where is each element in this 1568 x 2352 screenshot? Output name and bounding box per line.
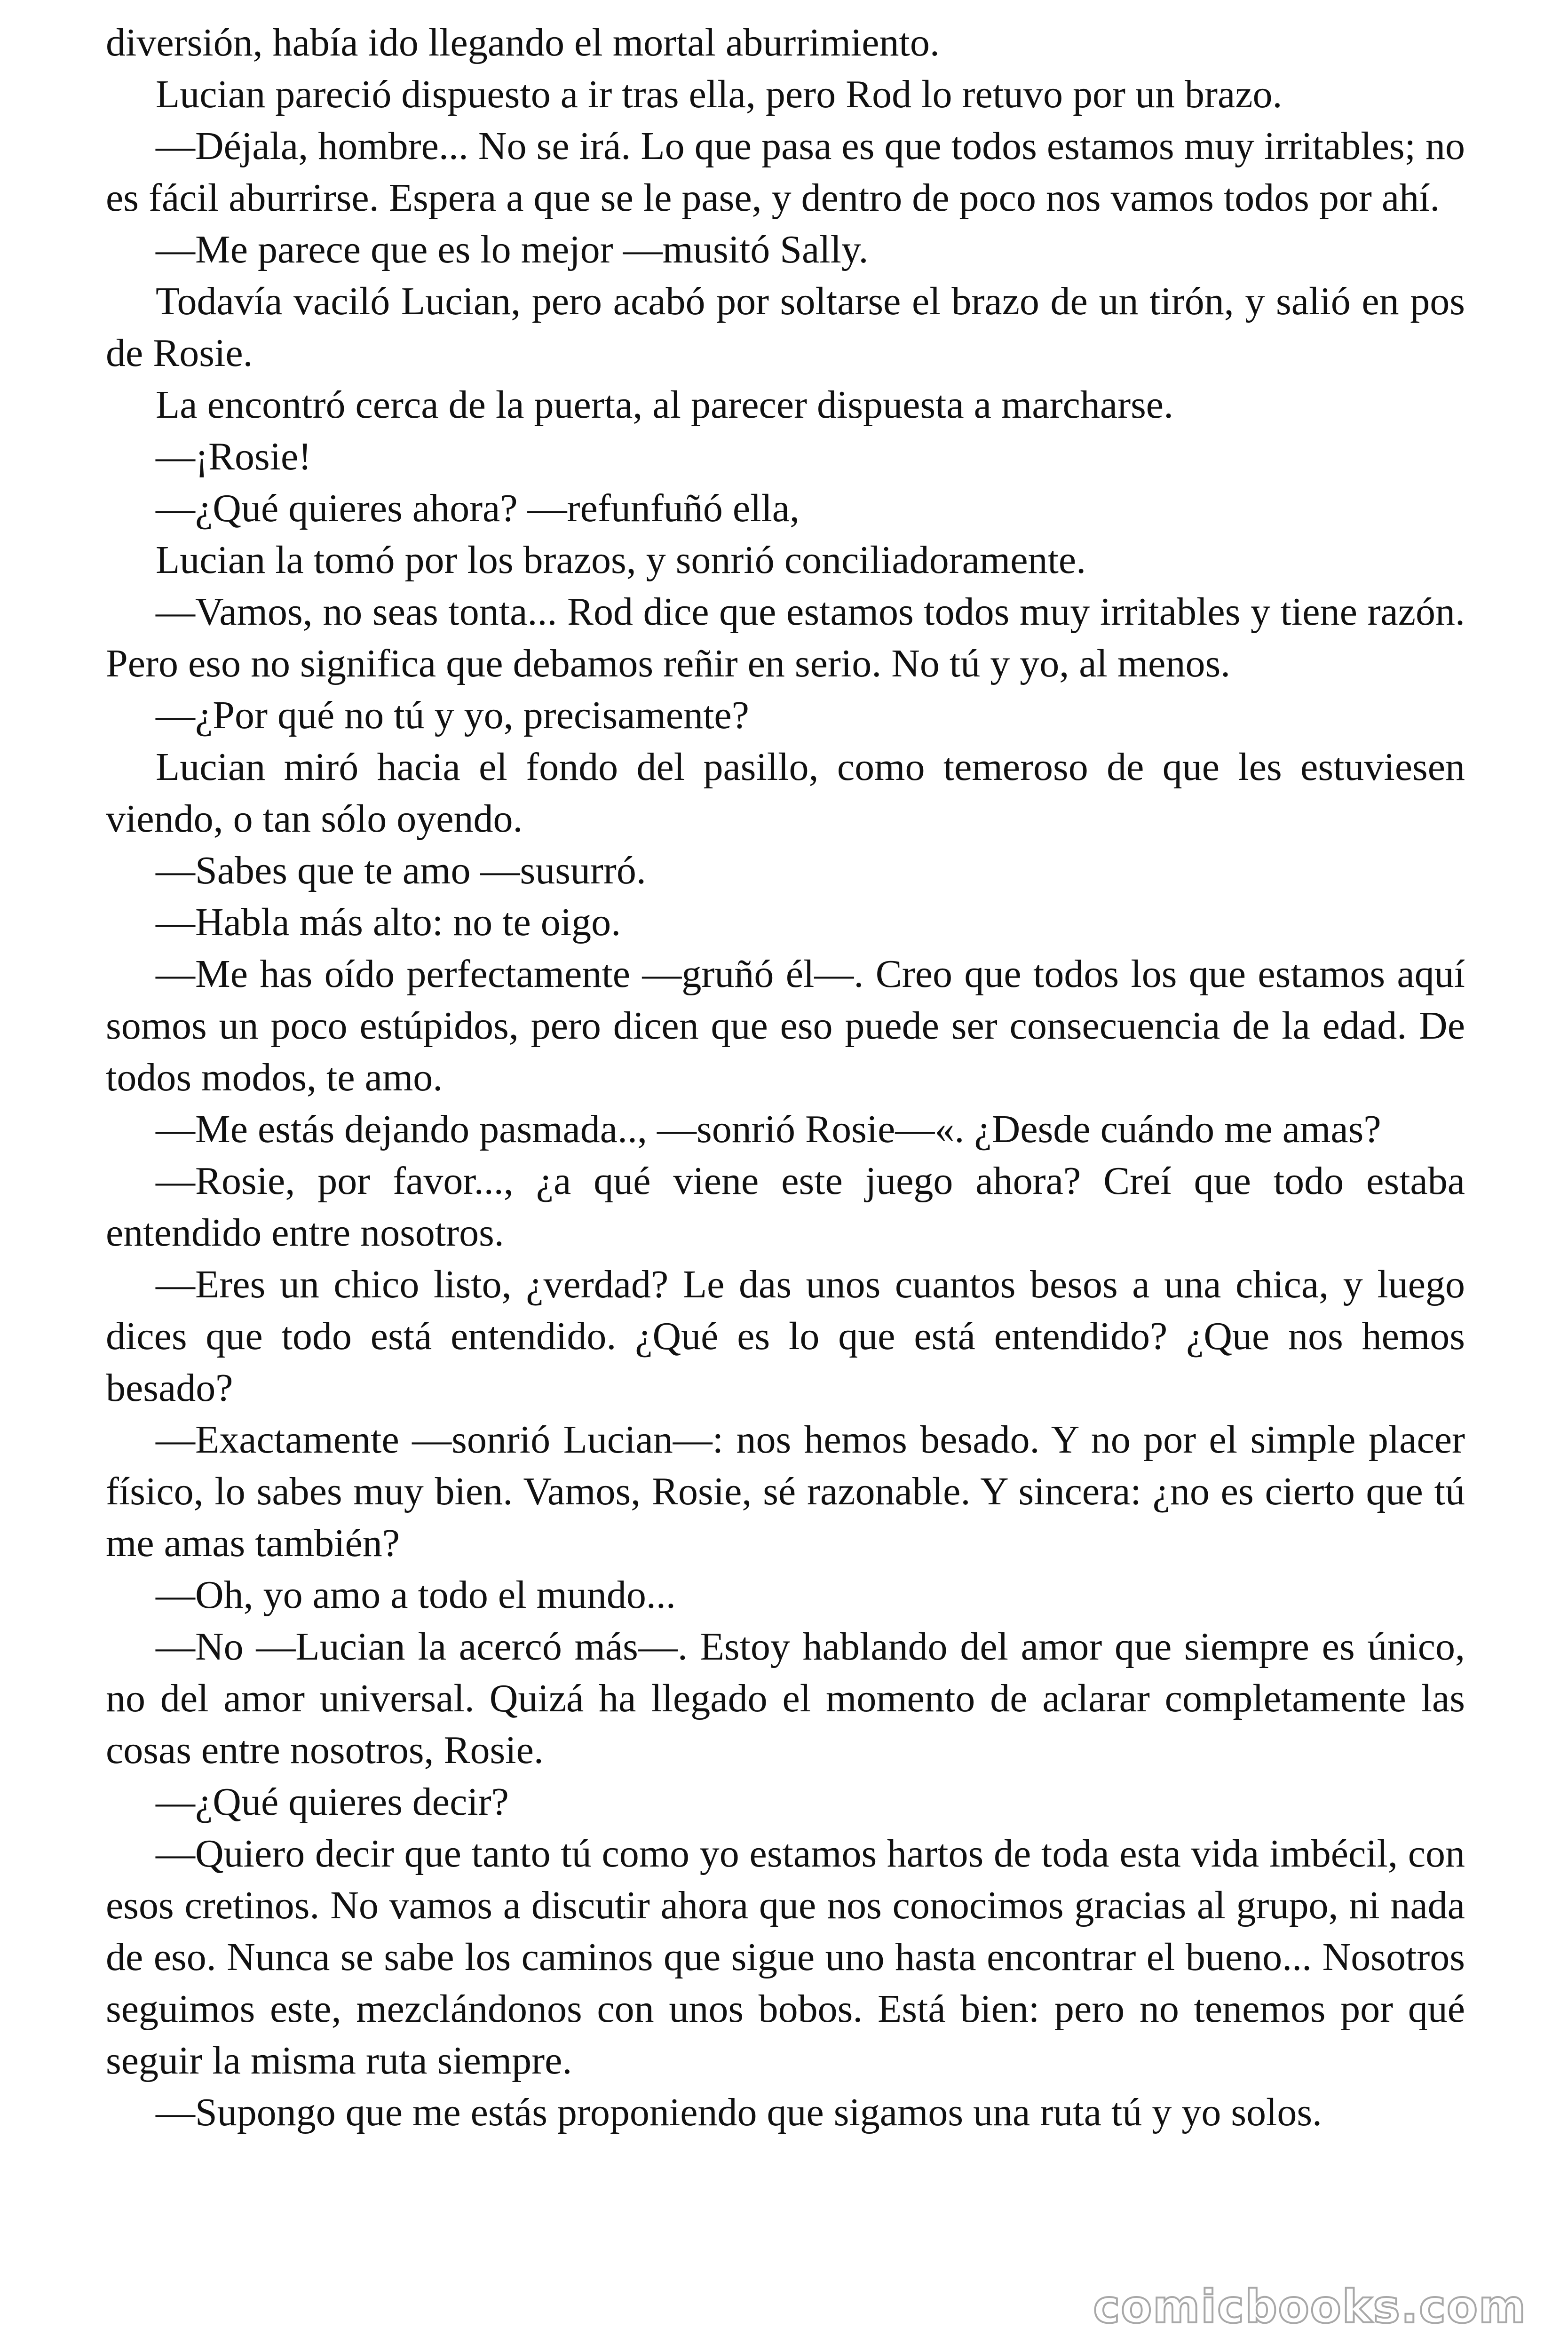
paragraph: —Habla más alto: no te oigo.: [156, 900, 621, 944]
watermark: comicbooks.com: [1093, 2280, 1527, 2333]
paragraph: —Quiero decir que tanto tú como yo estamos hartos de toda esta vida imbécil, con esos cretinos. No vamos a discutir ahora que nos conocimos gracias al grupo, ni nada de eso. Nunca se sabe los caminos que sigue uno hasta encontrar el bueno... Nosotros seguimos este, mezclándonos con unos bobos. Está bien: pero no tenemos por qué seguir la misma ruta siempre.: [106, 1832, 1465, 2082]
paragraph: —Eres un chico listo, ¿verdad? Le das unos cuantos besos a una chica, y luego dices que todo está entendido. ¿Qué es lo que está entendido? ¿Que nos hemos besado?: [106, 1263, 1465, 1410]
paragraph: —¿Qué quieres ahora? —refunfuñó ella,: [156, 486, 800, 530]
paragraph: —Exactamente —sonrió Lucian—: nos hemos besado. Y no por el simple placer físico, lo sabes muy bien. Vamos, Rosie, sé razonable. Y sincera: ¿no es cierto que tú me amas también?: [106, 1418, 1465, 1565]
paragraph: Lucian la tomó por los brazos, y sonrió conciliadoramente.: [156, 538, 1086, 582]
paragraph: —¡Rosie!: [156, 435, 312, 478]
paragraph: diversión, había ido llegando el mortal aburrimiento.: [106, 21, 940, 64]
paragraph: —¿Por qué no tú y yo, precisamente?: [156, 693, 749, 737]
page-text-body: [106, 17, 1465, 2138]
paragraph: —Me estás dejando pasmada.., —sonrió Rosie—«. ¿Desde cuándo me amas?: [156, 1107, 1381, 1151]
paragraph: —Me has oído perfectamente —gruñó él—. Creo que todos los que estamos aquí somos un poco estúpidos, pero dicen que eso puede ser consecuencia de la edad. De todos modos, te amo.: [106, 952, 1465, 1099]
paragraph: La encontró cerca de la puerta, al parecer dispuesta a marcharse.: [156, 383, 1174, 427]
paragraph: —No —Lucian la acercó más—. Estoy hablando del amor que siempre es único, no del amor universal. Quizá ha llegado el momento de aclarar completamente las cosas entre nosotros, Rosie.: [106, 1625, 1465, 1772]
paragraph: —Oh, yo amo a todo el mundo...: [156, 1573, 676, 1617]
paragraph: Lucian pareció dispuesto a ir tras ella, pero Rod lo retuvo por un brazo.: [156, 72, 1283, 116]
paragraph: —¿Qué quieres decir?: [156, 1780, 509, 1824]
paragraph: Todavía vaciló Lucian, pero acabó por soltarse el brazo de un tirón, y salió en pos de Rosie.: [106, 279, 1465, 375]
paragraph: —Supongo que me estás proponiendo que sigamos una ruta tú y yo solos.: [156, 2090, 1323, 2134]
paragraph: —Me parece que es lo mejor —musitó Sally.: [156, 228, 869, 271]
paragraph: Lucian miró hacia el fondo del pasillo, como temeroso de que les estuviesen viendo, o tan sólo oyendo.: [106, 745, 1465, 841]
paragraph: —Sabes que te amo —susurró.: [156, 849, 646, 892]
paragraph: —Déjala, hombre... No se irá. Lo que pasa es que todos estamos muy irritables; no es fácil aburrirse. Espera a que se le pase, y dentro de poco nos vamos todos por ahí.: [106, 124, 1465, 220]
paragraph: —Rosie, por favor..., ¿a qué viene este juego ahora? Creí que todo estaba entendido entre nosotros.: [106, 1159, 1465, 1255]
book-page: [106, 17, 1465, 2336]
paragraph: —Vamos, no seas tonta... Rod dice que estamos todos muy irritables y tiene razón. Pero eso no significa que debamos reñir en serio. No tú y yo, al menos.: [106, 590, 1465, 685]
